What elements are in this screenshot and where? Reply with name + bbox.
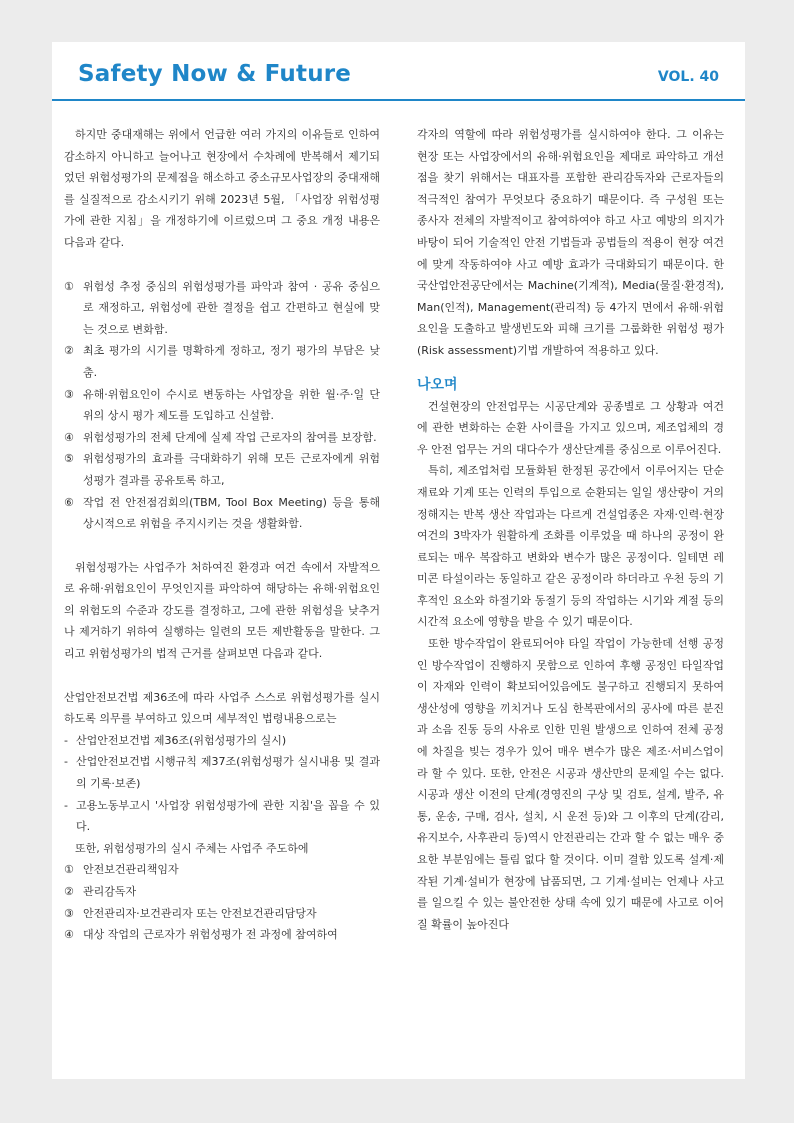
law-list [64,730,380,838]
actor-list [64,859,380,945]
conclusion-paragraph-3: 또한 방수작업이 완료되어야 타일 작업이 가능한데 선행 공정인 방수작업이 진행하지 못함으로 인하여 후행 공정인 타일작업이 자재와 인력이 확보되어있음에도 불구하고 진행되지 못하여 생산성에 영향을 끼치거나 도심 한복판에서의 공사에 따른 분진과 소음 진동 등의 사유로 인한 민원 발생으로 인하여 전체 공정에 차질을 빚는 경우가 있어 매우 변수가 많은 제조·서비스업이라 할 수 있다. 또한, 안전은 시공과 생산만의 문제일 수는 없다. 시공과 생산 이전의 단계(경영진의 구상 및 검토, 설계, 발주, 유통, 운송, 구매, 검사, 설치, 시 운전 등)와 그 이후의 단계(감리, 유지보수, 사후관리 등)역시 안전관리는 간과 할 수 없는 매우 중요한 부분임에는 틀림 없다 할 것이다. 이미 결함 있도록 설계·제작된 기계·설비가 현장에 납품되면, 그 기계·설비는 언제나 사고를 일으킬 수 있는 불안전한 상태 속에 있기 때문에 사고로 이어질 확률이 높아진다 [417,637,724,931]
volume-number: VOL. 40 [657,69,719,85]
list-item: ② 최초 평가의 시기를 명확하게 정하고, 정기 평가의 부담은 낮춤. [64,344,380,379]
actor-intro: 또한, 위험성평가의 실시 주체는 사업주 주도하에 [75,841,309,855]
list-item: ⑤ 위험성평가의 효과를 극대화하기 위해 모든 근로자에게 위험성평가 결과를 공유토록 하고, [64,452,380,487]
list-item: ③ 유해·위험요인이 수시로 변동하는 사업장을 위한 월·주·일 단위의 상시 평가 제도를 도입하고 신설함. [64,387,380,423]
definition-paragraph: 위험성평가는 사업주가 처하여진 환경과 여건 속에서 자발적으로 유해·위험요인이 무엇인지를 파악하여 해당하는 유해·위험요인의 위험도의 수준과 강도를 결정하고, 그에 관한 위험성을 낮추거나 제거하기 위하여 실행하는 일련의 모든 제반활동을 말한다. 그리고 위험성평가의 법적 근거를 살펴보면 다음과 같다. [64,560,380,661]
page [52,42,745,1079]
list-item: ① 안전보건관리책임자 [64,863,179,877]
revision-list [64,276,380,535]
roles-paragraph: 각자의 역할에 따라 위험성평가를 실시하여야 한다. 그 이유는 현장 또는 사업장에서의 유해·위험요인을 제대로 파악하고 개선점을 찾기 위해서는 대표자를 포함한 관리감독자와 근로자들의 적극적인 참여가 무엇보다 중요하기 때문이다. 즉 구성원 또는 종사자 전체의 자발적이고 참여하여야 하고 사고 예방의 의지가 바탕이 되어 기술적인 안전 기법들과 공법들의 적용이 현장 여건에 맞게 작동하여야 사고 예방 효과가 극대화되기 때문이다. 한국산업안전공단에서는 Machine(기계적), Media(물질·환경적), Man(인적), Management(관리적) 등 4가지 면에서 유해·위험요인을 도출하고 발생빈도와 피해 크기를 그룹화한 위험성 평가(Risk assessment)기법 개발하여 적용하고 있다. [417,128,724,357]
list-item: - 산업안전보건법 제36조(위험성평가의 실시) [64,733,287,747]
left-column [64,124,380,946]
header-divider [52,99,745,101]
conclusion-paragraph-2: 특히, 제조업처럼 모듈화된 한정된 공간에서 이루어지는 단순 재료와 기계 또는 인력의 투입으로 순환되는 일일 생산량이 거의 정해지는 반복 생산 작업과는 다르게 건설업종은 자재·인력·현장여건의 3박자가 원활하게 조화를 이루었을 때 하나의 공정이 완료되는 매우 복잡하고 변화와 변수가 많은 공정이다. 일테면 레미콘 타설이라는 동일하고 같은 공정이라 하더라고 우천 등의 기후적인 요소와 하절기와 동절기 등의 작업하는 시기와 계절 등의 시간적 요소에 영향을 받을 수 있기 때문이다. [417,464,724,629]
list-item: ⑥ 작업 전 안전점검회의(TBM, Tool Box Meeting) 등을 통해 상시적으로 위험을 주지시키는 것을 생활화함. [64,495,380,531]
right-column [417,124,724,935]
list-item: ④ 위험성평가의 전체 단계에 실제 작업 근로자의 참여를 보장함. [64,430,377,444]
list-item: ① 위험성 추정 중심의 위험성평가를 파악과 참여 · 공유 중심으로 재정하고, 위험성에 관한 결정을 쉽고 간편하고 현실에 맞는 것으로 변화함. [64,279,380,336]
section-title: 나오며 [417,376,458,393]
legal-basis-paragraph: 산업안전보건법 제36조에 따라 사업주 스스로 위험성평가를 실시하도록 의무를 부여하고 있으며 세부적인 법령내용으로는 [64,690,380,726]
list-item: - 고용노동부고시 '사업장 위험성평가에 관한 지침'을 꼽을 수 있다. [64,798,380,834]
conclusion-paragraph-1: 건설현장의 안전업무는 시공단계와 공종별로 그 상황과 여건에 관한 변화하는 순환 사이클을 가지고 있으며, 제조업체의 경우 안전 업무는 거의 대다수가 생산단계를 중심으로 이루어진다. [417,399,724,456]
intro-paragraph: 하지만 중대재해는 위에서 언급한 여러 가지의 이유들로 인하여 감소하지 아니하고 늘어나고 현장에서 수차례에 반복해서 제기되었던 위험성평가의 문제점을 해소하고 중소규모사업장의 중대재해를 실질적으로 감소시키기 위해 2023년 5월, 「사업장 위험성평가에 관한 지침」을 개정하기에 이르렀으며 그 중요 개정 내용은 다음과 같다. [64,128,380,249]
list-item: ④ 대상 작업의 근로자가 위험성평가 전 과정에 참여하여 [64,928,338,942]
magazine-title: Safety Now & Future [78,61,352,87]
list-item: ② 관리감독자 [64,885,137,898]
header [52,42,745,100]
list-item: - 산업안전보건법 시행규칙 제37조(위험성평가 실시내용 및 결과의 기록·보존) [64,755,380,791]
list-item: ③ 안전관리자·보건관리자 또는 안전보건관리담당자 [64,906,317,920]
